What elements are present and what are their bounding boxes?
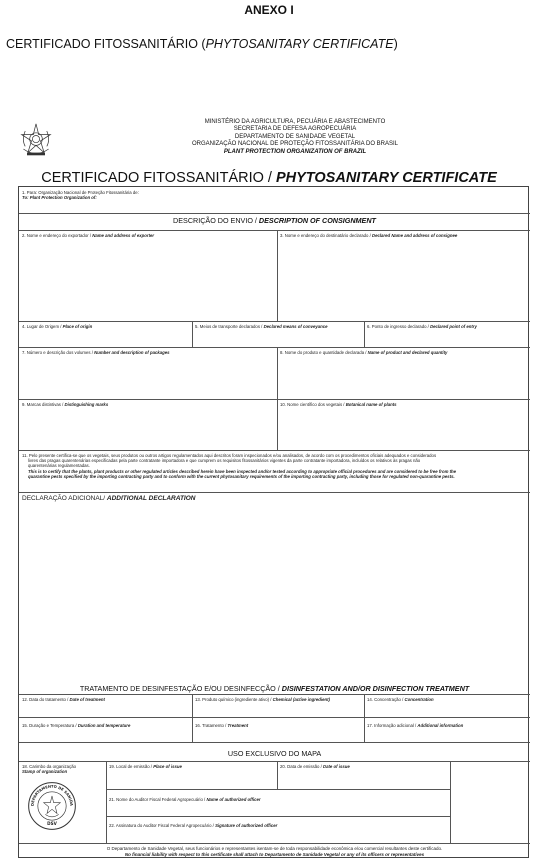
field-7-label: 7. Número e descrição dos volumes / Number and description of packages: [22, 350, 170, 355]
divider: [19, 694, 530, 695]
divider: [277, 761, 278, 789]
divider: [19, 843, 530, 844]
seal-abbr: DSV: [47, 821, 57, 827]
dsv-seal-icon: [27, 781, 77, 831]
field-9-label: 9. Marcas distintivas / Distinguishing marks: [22, 402, 109, 407]
field-22-label: 22. Assinatura do Auditor Fiscal Federal Agropecuário / Signature of authorized officer: [109, 823, 278, 828]
field-10-label: 10. Nome científico dos vegetais / Botanical name of plants: [280, 402, 397, 407]
field-13-label: 13. Produto químico (ingrediente ativo) / Chemical (active ingredient): [195, 697, 330, 702]
field-19-label: 19. Local de emissão / Place of issue: [109, 764, 182, 769]
field-8-label: 8. Nome do produto e quantidade declarada / Name of product and declared quantity: [280, 350, 448, 355]
certificate-heading-pt: CERTIFICADO FITOSSANITÁRIO /: [41, 170, 276, 186]
ministry-line-2: SECRETARIA DE DEFESA AGROPECUÁRIA: [233, 126, 357, 133]
ministry-header: [130, 119, 460, 156]
annex-heading: ANEXO I: [244, 3, 294, 17]
divider: [19, 230, 530, 231]
field-1-label: 1. Para: Organização Nacional de Proteção Fitossanitária de: To: Plant Protection Organization of:: [22, 190, 139, 201]
divider: [19, 492, 530, 493]
divider: [106, 789, 450, 790]
field-3-label: 3. Nome e endereço do destinatário declarado / Declared Name and address of consignee: [280, 233, 458, 238]
field-21-label: 21. Nome do Auditor Fiscal Federal Agropecuário / Name of authorized officer: [109, 797, 261, 802]
additional-declaration-label: DECLARAÇÃO ADICIONAL/ ADDITIONAL DECLARATION: [22, 495, 196, 502]
divider: [277, 347, 278, 450]
divider: [450, 761, 451, 843]
document-title-close: ): [393, 37, 398, 51]
ministry-line-4: ORGANIZAÇÃO NACIONAL DE PROTEÇÃO FITOSSANITÁRIA DO BRASIL: [191, 141, 399, 148]
certificate-heading: [0, 170, 538, 186]
divider: [19, 717, 530, 718]
field-5-label: 5. Meios de transporte declarados / Declared means of conveyance: [195, 324, 328, 329]
field-18-label: 18. Carimbo da organização Stamp of organization: [22, 764, 76, 775]
field-20-label: 20. Data de emissão / Date of issue: [280, 764, 350, 769]
divider: [364, 321, 365, 347]
section-mapa-only: USO EXCLUSIVO DO MAPA: [227, 749, 322, 758]
document-title-en: PHYTOSANITARY CERTIFICATE: [205, 37, 394, 51]
divider: [106, 816, 450, 817]
field-15-label: 15. Duração e Temperatura / Duration and temperature: [22, 723, 131, 728]
section-treatment: TRATAMENTO DE DESINFESTAÇÃO E/OU DESINFECÇÃO / DISINFESTATION AND/OR DISINFECTION TREATMENT: [79, 684, 470, 693]
field-4-label: 4. Lugar de Origem / Place of origin: [22, 324, 93, 329]
divider: [19, 399, 530, 400]
field-6-label: 6. Ponto de ingresso declarado / Declared point of entry: [367, 324, 477, 329]
divider: [19, 761, 530, 762]
section-consignment: DESCRIÇÃO DO ENVIO / DESCRIPTION OF CONSIGNMENT: [173, 216, 376, 225]
coat-of-arms-icon: [18, 122, 54, 158]
divider: [19, 321, 530, 322]
ministry-line-3: DEPARTAMENTO DE SANIDADE VEGETAL: [234, 133, 356, 140]
divider: [192, 321, 193, 347]
document-title-pt: CERTIFICADO FITOSSANITÁRIO (: [6, 37, 206, 51]
field-11-declaration: 11. Pelo presente certifica-se que os vegetais, seus produtos ou outros artigos regulamentados aqui descritos foram inspecionados e/ou analisados, de acordo com os procedimentos oficiais adequados e considerados livres das pragas quarentenárias especificadas pela parte contratante importadora e que cumprem os requisitos fitossanitários vigentes da parte contratante importadora, incluídos os relativos às pragas não quarentenárias regulamentadas. This is to certify that the plants, plant products or other regulated articles described herein have been inspected and/or tested according to appropriate official procedures and are considered to be free from the quarantine pests specified by the importing contracting party and to conform with the current phytosanitary requirements of the importing contracting party, including those for regulated non-quarantine pests.: [22, 453, 457, 479]
liability-footer: O Departamento de Sanidade Vegetal, seus funcionários e representantes isentam-se de toda responsabilidade econômica e/ou comercial resultantes deste certificado. No financial liability with respect to this certificate shall attach to Departamento de Sanidade Vegetal or any of its officers or representatives: [106, 846, 443, 857]
seal-text: DEPARTAMENTO DE SANIDA: [30, 784, 74, 807]
divider: [19, 213, 530, 214]
divider: [364, 694, 365, 742]
divider: [277, 230, 278, 321]
certificate-form: [18, 186, 529, 858]
divider: [19, 742, 530, 743]
divider: [19, 347, 530, 348]
field-2-label: 2. Nome e endereço do exportador / Name and address of exporter: [22, 233, 155, 238]
field-12-label: 12. Data do tratamento / Date of treatment: [22, 697, 105, 702]
document-title: [6, 37, 398, 51]
divider: [19, 450, 530, 451]
field-16-label: 16. Tratamento / Treatment: [195, 723, 249, 728]
certificate-heading-en: PHYTOSANITARY CERTIFICATE: [275, 170, 497, 186]
divider: [192, 694, 193, 742]
divider: [106, 761, 107, 843]
field-17-label: 17. Informação adicional / Additional information: [367, 723, 464, 728]
ministry-line-1: MINISTÉRIO DA AGRICULTURA, PECUÁRIA E ABASTECIMENTO: [204, 119, 386, 125]
field-14-label: 14. Concentração / Concentration: [367, 697, 434, 702]
ministry-line-5: PLANT PROTECTION ORGANIZATION OF BRAZIL: [223, 148, 367, 155]
